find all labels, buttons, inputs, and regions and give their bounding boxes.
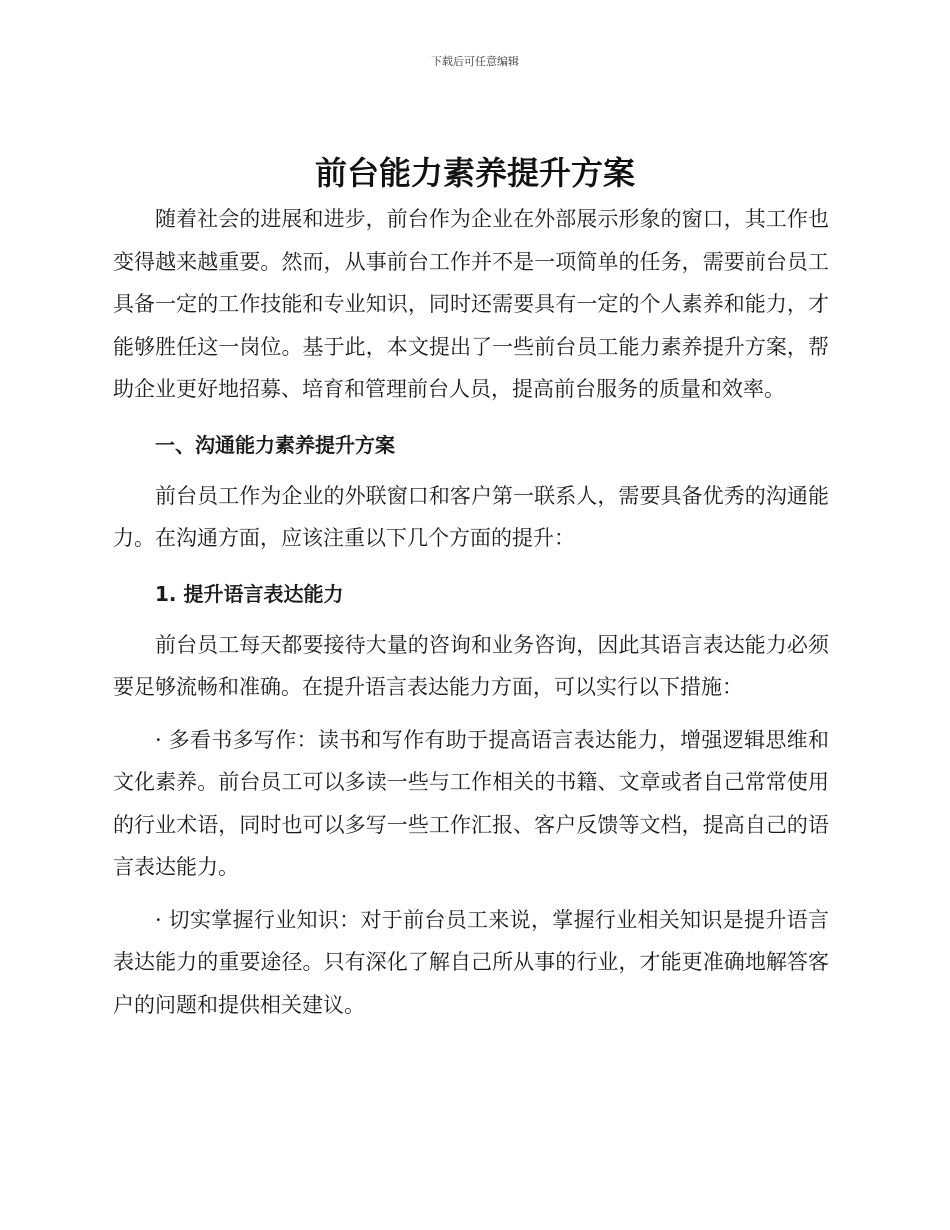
document-body [113, 198, 829, 1026]
section-intro-paragraph: 前台员工作为企业的外联窗口和客户第一联系人，需要具备优秀的沟通能力。在沟通方面，应该注重以下几个方面的提升： [113, 483, 829, 550]
intro-paragraph: 随着社会的进展和进步，前台作为企业在外部展示形象的窗口，其工作也变得越来越重要。然而，从事前台工作并不是一项简单的任务，需要前台员工具备一定的工作技能和专业知识，同时还需要具有一定的个人素养和能力，才能够胜任这一岗位。基于此，本文提出了一些前台员工能力素养提升方案，帮助企业更好地招募、培育和管理前台人员，提高前台服务的质量和效率。 [113, 207, 829, 401]
document-title: 前台能力素养提升方案 [314, 154, 635, 192]
subsection-intro-paragraph: 前台员工每天都要接待大量的咨询和业务咨询，因此其语言表达能力必须要足够流畅和准确。在提升语言表达能力方面，可以实行以下措施： [113, 632, 829, 699]
bullet-paragraph-reading: · 多看书多写作：读书和写作有助于提高语言表达能力，增强逻辑思维和文化素养。前台员工可以多读一些与工作相关的书籍、文章或者自己常常使用的行业术语，同时也可以多写一些工作汇报、客户反馈等文档，提高自己的语言表达能力。 [113, 727, 829, 879]
bullet-paragraph-industry-knowledge: · 切实掌握行业知识：对于前台员工来说，掌握行业相关知识是提升语言表达能力的重要途径。只有深化了解自己所从事的行业，才能更准确地解答客户的问题和提供相关建议。 [113, 907, 829, 1017]
subsection-heading: 1. 提升语言表达能力 [155, 581, 344, 606]
header-note: 下载后可任意编辑 [431, 55, 519, 68]
section-heading: 一、沟通能力素养提升方案 [155, 432, 395, 457]
